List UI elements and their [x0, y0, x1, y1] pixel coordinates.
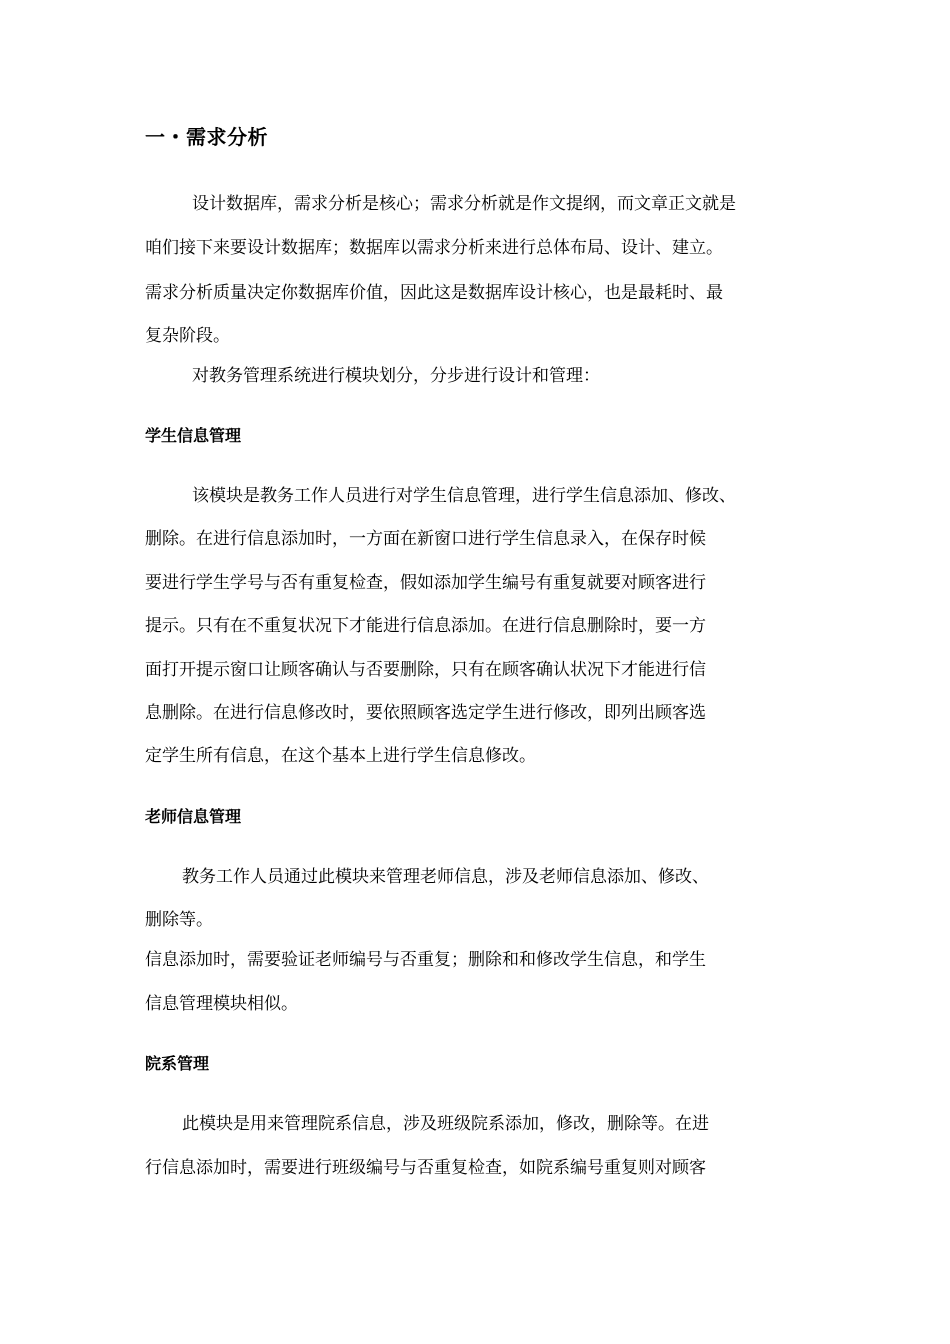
intro-line: 咱们接下来要设计数据库；数据库以需求分析来进行总体布局、设计、建立。 [145, 238, 723, 258]
student-module-line: 提示。只有在不重复状况下才能进行信息添加。在进行信息删除时，要一方 [145, 616, 706, 636]
section-title: 一・需求分析 [145, 125, 268, 149]
teacher-module-line: 教务工作人员通过此模块来管理老师信息，涉及老师信息添加、修改、 [182, 867, 709, 887]
intro-line: 设计数据库，需求分析是核心；需求分析就是作文提纲，而文章正文就是 [192, 194, 736, 214]
student-module-line: 删除。在进行信息添加时，一方面在新窗口进行学生信息录入，在保存时候 [145, 529, 706, 549]
student-module-heading: 学生信息管理 [145, 426, 242, 445]
intro-line: 复杂阶段。 [145, 326, 230, 346]
teacher-module-line: 信息管理模块相似。 [145, 994, 298, 1014]
intro-line: 对教务管理系统进行模块划分，分步进行设计和管理： [192, 366, 600, 386]
teacher-module-line: 删除等。 [145, 910, 213, 930]
student-module-line: 息删除。在进行信息修改时，要依照顾客选定学生进行修改，即列出顾客选 [145, 703, 706, 723]
intro-line: 需求分析质量决定你数据库价值，因此这是数据库设计核心，也是最耗时、最 [145, 283, 723, 303]
department-module-heading: 院系管理 [145, 1054, 210, 1073]
student-module-line: 面打开提示窗口让顾客确认与否要删除，只有在顾客确认状况下才能进行信 [145, 660, 706, 680]
student-module-line: 该模块是教务工作人员进行对学生信息管理，进行学生信息添加、修改、 [192, 486, 736, 506]
teacher-module-heading: 老师信息管理 [145, 807, 242, 826]
department-module-line: 行信息添加时，需要进行班级编号与否重复检查，如院系编号重复则对顾客 [145, 1158, 706, 1178]
student-module-line: 定学生所有信息，在这个基本上进行学生信息修改。 [145, 746, 536, 766]
student-module-line: 要进行学生学号与否有重复检查，假如添加学生编号有重复就要对顾客进行 [145, 573, 706, 593]
department-module-line: 此模块是用来管理院系信息，涉及班级院系添加，修改，删除等。在进 [182, 1114, 709, 1134]
teacher-module-line: 信息添加时，需要验证老师编号与否重复；删除和和修改学生信息，和学生 [145, 950, 706, 970]
